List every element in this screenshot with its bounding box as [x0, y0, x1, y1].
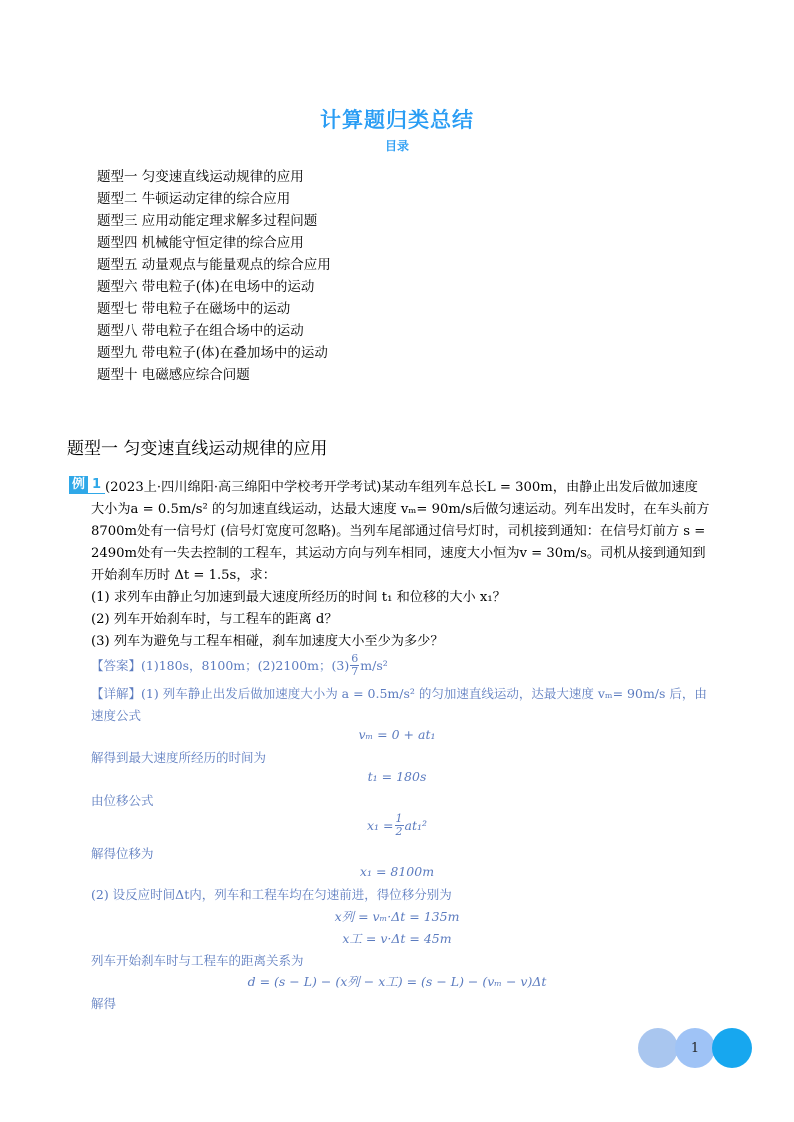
analysis-line: 列车开始刹车时与工程车的距离关系为	[91, 953, 304, 968]
toc-item: 题型四 机械能守恒定律的综合应用	[97, 235, 304, 251]
question-part-3: (3) 列车为避免与工程车相碰，刹车加速度大小至少为多少？	[91, 634, 444, 649]
example-badge-label: 例	[69, 476, 88, 494]
toc-item: 题型三 应用动能定理求解多过程问题	[97, 213, 318, 229]
answer-unit: m/s²	[360, 657, 388, 673]
equation: x工 = v·Δt = 45m	[342, 931, 452, 946]
question-line: 8700m处有一信号灯 (信号灯宽度可忽略)。当列车尾部通过信号灯时，司机接到通知：在信号灯前方 s =	[91, 524, 706, 539]
equation-fraction-line	[0, 810, 794, 840]
page-number: 1	[675, 1028, 715, 1068]
analysis-line: 解得	[91, 996, 117, 1011]
section-heading: 题型一 匀变速直线运动规律的应用	[67, 439, 328, 459]
document-title: 计算题归类总结	[320, 108, 474, 132]
decorative-circle	[638, 1028, 678, 1068]
analysis-line	[91, 684, 707, 702]
equation-right: at₁²	[404, 817, 427, 833]
toc-item: 题型八 带电粒子在组合场中的运动	[97, 323, 304, 339]
equation: vₘ = 0 + at₁	[358, 727, 436, 742]
toc-item: 题型九 带电粒子(体)在叠加场中的运动	[97, 345, 328, 361]
equation: t₁ = 180s	[367, 769, 427, 784]
toc-item: 题型七 带电粒子在磁场中的运动	[97, 301, 291, 317]
question-line: 开始刹车历时 Δt = 1.5s，求：	[91, 568, 276, 583]
fraction-denominator: 2	[395, 824, 403, 838]
table-of-contents	[97, 166, 331, 386]
question-part-2: (2) 列车开始刹车时，与工程车的距离 d？	[91, 612, 338, 627]
analysis-line: 由位移公式	[91, 793, 154, 808]
answer-tag: 【答案】	[91, 658, 142, 673]
question-part-1: (1) 求列车由静止匀加速到最大速度所经历的时间 t₁ 和位移的大小 x₁？	[91, 590, 506, 605]
answer-line	[91, 652, 388, 678]
example-badge	[69, 476, 105, 494]
equation: d = (s − L) − (x列 − x工) = (s − L) − (vₘ − v)Δt	[247, 974, 547, 989]
decorative-circle	[712, 1028, 752, 1068]
equation-fraction	[395, 813, 404, 838]
question-line: (2023上·四川绵阳·高三绵阳中学校考开学考试)某动车组列车总长L = 300m，由静止出发后做加速度	[105, 480, 698, 495]
toc-item: 题型一 匀变速直线运动规律的应用	[97, 169, 304, 185]
answer-fraction	[350, 653, 359, 678]
fraction-denominator: 7	[351, 664, 359, 678]
analysis-line: 解得到最大速度所经历的时间为	[91, 750, 267, 765]
question-line: 2490m处有一失去控制的工程车，其运动方向与列车相同，速度大小恒为v = 30m/s。司机从接到通知到	[91, 546, 706, 561]
fraction-numerator: 6	[351, 651, 359, 665]
equation: x列 = vₘ·Δt = 135m	[334, 909, 460, 924]
equation-left: x₁ =	[366, 817, 394, 833]
answer-text: (1)180s，8100m；(2)2100m；(3)	[141, 658, 350, 673]
analysis-line: 速度公式	[91, 708, 142, 723]
toc-item: 题型六 带电粒子(体)在电场中的运动	[97, 279, 315, 295]
analysis-tag: 【详解】	[91, 686, 142, 701]
equation: x₁ = 8100m	[359, 864, 435, 879]
toc-item: 题型二 牛顿运动定律的综合应用	[97, 191, 291, 207]
toc-item: 题型十 电磁感应综合问题	[97, 367, 250, 383]
analysis-line: 解得位移为	[91, 846, 154, 861]
fraction-numerator: 1	[395, 811, 403, 825]
toc-subtitle: 目录	[384, 139, 409, 153]
analysis-line: (2) 设反应时间Δt内，列车和工程车均在匀速前进，得位移分别为	[91, 887, 452, 902]
toc-item: 题型五 动量观点与能量观点的综合应用	[97, 257, 331, 273]
example-badge-number: 1	[88, 476, 105, 494]
analysis-text: (1) 列车静止出发后做加速度大小为 a = 0.5m/s² 的匀加速直线运动，达最大速度 vₘ= 90m/s 后，由	[141, 686, 707, 701]
page-number-badge	[638, 1028, 752, 1068]
question-line: 大小为a = 0.5m/s² 的匀加速直线运动，达最大速度 vₘ= 90m/s后做匀速运动。列车出发时，在车头前方	[91, 502, 710, 517]
